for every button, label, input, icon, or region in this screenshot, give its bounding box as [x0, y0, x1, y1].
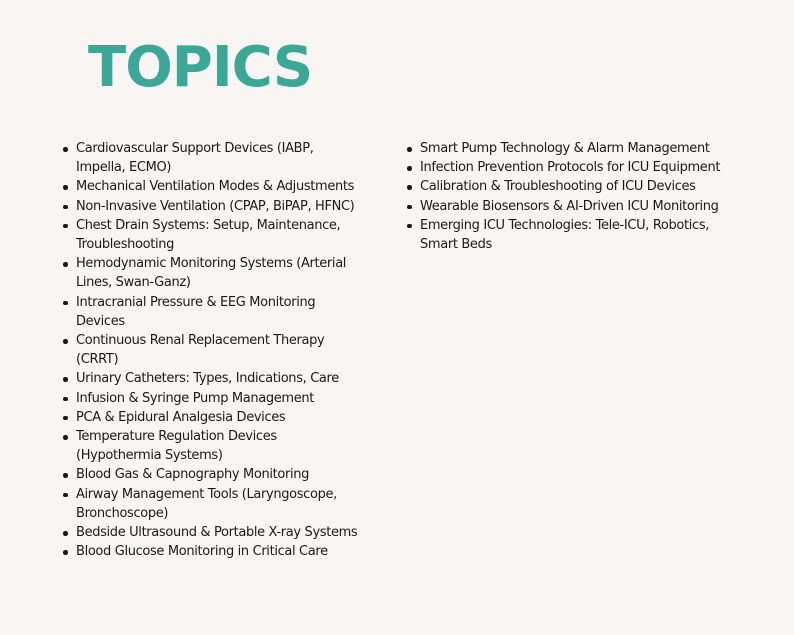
topic-item: Blood Glucose Monitoring in Critical Care: [62, 542, 362, 561]
topic-item: Continuous Renal Replacement Therapy (CRRT): [62, 331, 362, 369]
topic-item: Infection Prevention Protocols for ICU Equipment: [406, 158, 746, 177]
topic-item: Intracranial Pressure & EEG Monitoring Devices: [62, 293, 362, 331]
topic-item: Temperature Regulation Devices (Hypothermia Systems): [62, 427, 362, 465]
topic-item: Mechanical Ventilation Modes & Adjustments: [62, 177, 362, 196]
topic-item: Hemodynamic Monitoring Systems (Arterial Lines, Swan-Ganz): [62, 254, 362, 292]
topic-item: Bedside Ultrasound & Portable X-ray Systems: [62, 523, 362, 542]
topic-item: Wearable Biosensors & AI-Driven ICU Monitoring: [406, 197, 746, 216]
topic-item: Chest Drain Systems: Setup, Maintenance, Troubleshooting: [62, 216, 362, 254]
topic-item: Cardiovascular Support Devices (IABP, Impella, ECMO): [62, 139, 362, 177]
topic-item: Airway Management Tools (Laryngoscope, Bronchoscope): [62, 485, 362, 523]
topic-item: Smart Pump Technology & Alarm Management: [406, 139, 746, 158]
topics-list-right: [406, 139, 746, 254]
topic-item: Urinary Catheters: Types, Indications, Care: [62, 369, 362, 388]
page-title: TOPICS: [88, 35, 313, 100]
topic-item: Blood Gas & Capnography Monitoring: [62, 465, 362, 484]
topic-item: Calibration & Troubleshooting of ICU Devices: [406, 177, 746, 196]
topic-item: PCA & Epidural Analgesia Devices: [62, 408, 362, 427]
topic-item: Infusion & Syringe Pump Management: [62, 389, 362, 408]
topics-list-left: [62, 139, 362, 561]
topic-item: Emerging ICU Technologies: Tele-ICU, Robotics, Smart Beds: [406, 216, 746, 254]
topic-item: Non-Invasive Ventilation (CPAP, BiPAP, HFNC): [62, 197, 362, 216]
